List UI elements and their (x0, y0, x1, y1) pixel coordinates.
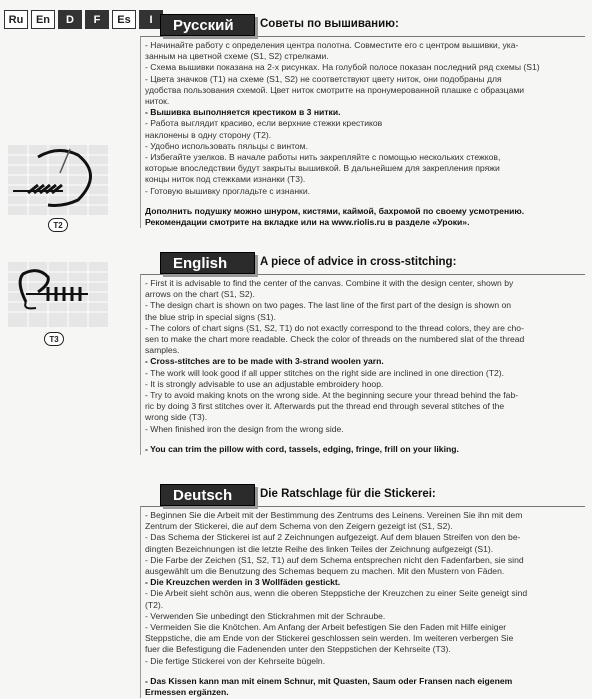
t3-badge: T3 (44, 332, 64, 346)
text-line: наклонены в одну сторону (T2). (145, 129, 272, 140)
text-line: - The colors of chart signs (S1, S2, T1) do not exactly correspond to the thread colors, they are cho- (145, 322, 524, 333)
german-section (140, 484, 585, 698)
text-line: - Try to avoid making knots on the wrong side. At the beginning secure your thread behind the fab- (145, 390, 519, 401)
text-line: - It is strongly advisable to use an adjustable embroidery hoop. (145, 378, 384, 389)
text-line: Рекомендации смотрите на вкладке или на www.riolis.ru в разделе «Уроки». (145, 217, 470, 228)
text-line: - The work will look good if all upper stitches on the right side are inclined in one direction (T2). (145, 367, 505, 378)
text-line: ниток. (145, 96, 170, 107)
stitch-illustration-icon (8, 145, 108, 215)
text-line: - Verwenden Sie unbedingt den Stickrahmen mit der Schraube. (145, 610, 386, 621)
text-line: Дополнить подушку можно шнуром, кистями, каймой, бахромой по своему усмотрению. (145, 205, 525, 216)
t2-illustration (8, 145, 108, 235)
text-line: - Das Schema der Stickerei ist auf 2 Zeichnungen aufgezeigt. Auf dem blauen Streifen von den be- (145, 532, 521, 543)
text-line: - First it is advisable to find the center of the canvas. Combine it with the design center, shown by (145, 278, 514, 288)
lang-tab-en[interactable]: En (31, 10, 55, 29)
russian-section (140, 14, 585, 228)
section-body-de (140, 506, 585, 698)
text-line: samples. (145, 345, 180, 356)
t2-badge: T2 (48, 218, 68, 232)
text-line: - Вышивка выполняется крестиком в 3 нитки. (145, 107, 341, 118)
text-line: the blue strip in special signs (S1). (145, 311, 276, 322)
text-line: - Das Kissen kann man mit einem Schnur, mit Quasten, Saum oder Fransen nach eigenem (145, 675, 513, 686)
text-line: (T2). (145, 599, 164, 610)
text-line: - Vermeiden Sie die Knötchen. Am Anfang der Arbeit befestigen Sie den Faden mit Hilfe einiger (145, 622, 507, 633)
text-line: - Die Arbeit sieht schön aus, wenn die oberen Steppstiche der Kreuzchen zu einer Seite geneigt sind (145, 588, 528, 599)
lang-tab-ru[interactable]: Ru (4, 10, 28, 29)
text-line: Ermessen ergänzen. (145, 687, 229, 698)
text-line: которые впоследствии будут закрыты вышивкой. В дальнейшем для закрепления пряжи (145, 163, 500, 174)
text-line: - Работа выглядит красиво, если верхние стежки крестиков (145, 118, 383, 129)
section-title-de: Die Ratschlage für die Stickerei: (260, 488, 436, 500)
text-line: концы ниток под стежками изнанки (T3). (145, 174, 306, 185)
text-line: - Избегайте узелков. В начале работы нить закрепляйте с помощью нескольких стежков, (145, 152, 501, 163)
text-line: ausgewählt um die Benutzung des Schemas bequem zu machen. Mit den Mustern von Fäden. (145, 566, 505, 577)
text-line: - Die Farbe der Zeichen (S1, S2, T1) auf dem Schema entsprechen nicht den Fadenfarben, sie sind (145, 554, 524, 565)
text-line: wrong side (T3). (145, 412, 208, 423)
text-line: Steppstiche, die am Ende von der Stickerei geschlossen sein werden. Im weiteren verbergen Sie (145, 633, 514, 644)
text-line: sen to make the chart more readable. Check the color of threads on the numbered slat of the thread (145, 334, 525, 345)
lang-tab-d[interactable]: D (58, 10, 82, 29)
english-section (140, 252, 585, 455)
section-label-ru: Русский (160, 14, 255, 36)
section-label-en: English (160, 252, 255, 274)
text-line: - Cross-stitches are to be made with 3-strand woolen yarn. (145, 356, 384, 367)
text-line: fuer die Befestigung die Fadenenden unter den Steppstichen der Kehrseite (T3). (145, 644, 451, 655)
text-line: - Beginnen Sie die Arbeit mit der Bestimmung des Zentrums des Leinens. Vereinen Sie ihn mit dem (145, 510, 523, 520)
text-line: - Die Kreuzchen werden in 3 Wollfäden gestickt. (145, 577, 341, 588)
text-line: - Цвета значков (T1) на схеме (S1, S2) не соответствуют цвету ниток, они подобраны для (145, 73, 502, 84)
text-line: удобства пользования схемой. Цвет ниток смотрите на пронумерованной плашке с образцами (145, 84, 525, 95)
section-body-en (140, 274, 585, 455)
text-line: - Удобно использовать пяльцы с винтом. (145, 140, 308, 151)
text-line: - Die fertige Stickerei von der Kehrseite bügeln. (145, 655, 326, 666)
text-line: - When finished iron the design from the wrong side. (145, 423, 344, 434)
text-line: arrows on the chart (S1, S2). (145, 289, 255, 300)
lang-tab-f[interactable]: F (85, 10, 109, 29)
t3-illustration (8, 262, 108, 352)
lang-tab-i[interactable]: I (139, 10, 163, 29)
thread-secure-illustration-icon (8, 262, 108, 327)
text-line: - Начинайте работу с определения центра полотна. Совместите его с центром вышивки, ука- (145, 40, 519, 50)
lang-tab-es[interactable]: Es (112, 10, 136, 29)
text-line: занным на цветной схеме (S1, S2) стрелками. (145, 51, 329, 62)
text-line: - The design chart is shown on two pages. The last line of the first part of the design is shown on (145, 300, 512, 311)
section-title-ru: Советы по вышиванию: (260, 18, 399, 30)
text-line: - Готовую вышивку прогладьте с изнанки. (145, 185, 311, 196)
section-body-ru (140, 36, 585, 228)
text-line: dingten Bezeichnungen ist die letzte Reihe des linken Teiles der Zeichnung aufgezeigt (S1). (145, 543, 494, 554)
text-line: Zentrum der Stickerei, die auf dem Schema von den Zeigern gezeigt ist (S1, S2). (145, 521, 453, 532)
text-line: - Схема вышивки показана на 2-х рисунках. На голубой полосе показан последний ряд схемы (S1) (145, 62, 540, 73)
section-label-de: Deutsch (160, 484, 255, 506)
section-title-en: A piece of advice in cross-stitching: (260, 256, 457, 268)
text-line: - You can trim the pillow with cord, tassels, edging, fringe, frill on your liking. (145, 443, 459, 454)
text-line: ric by doing 3 first stitches over it. Afterwards put the thread end through several stitches of the (145, 401, 505, 412)
